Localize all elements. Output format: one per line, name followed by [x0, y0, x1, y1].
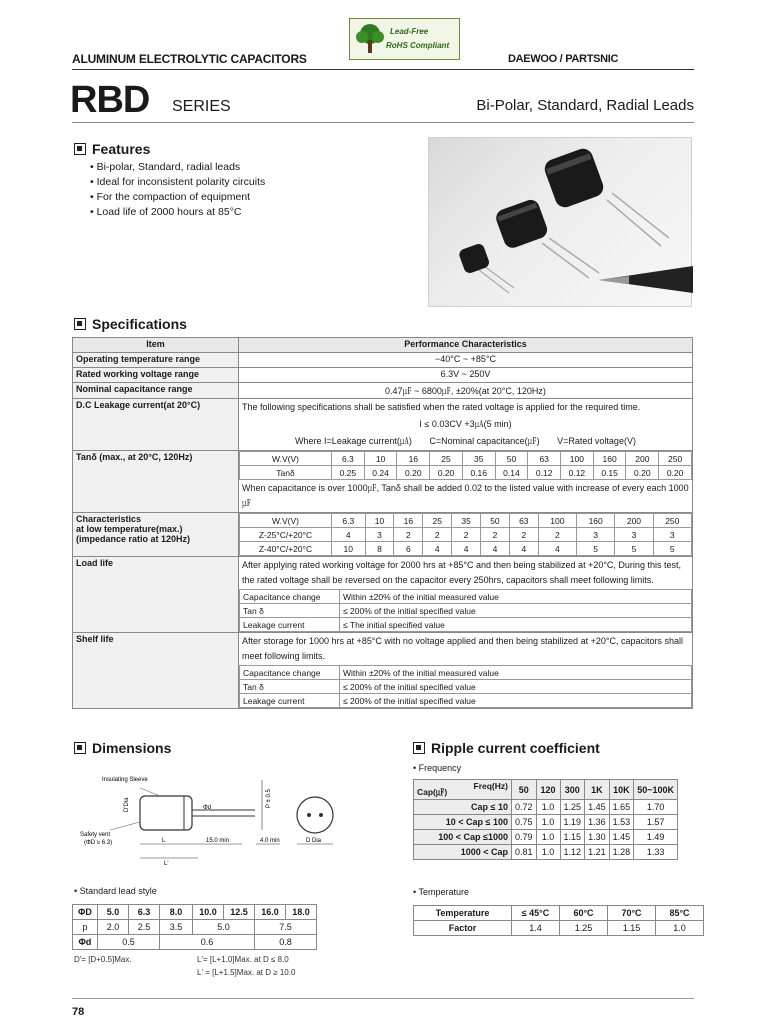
- load-life-limits: [239, 589, 692, 632]
- tan-cell: 0.20: [430, 466, 463, 480]
- limit-key: Tan δ: [240, 604, 340, 618]
- min15-label: 15.0 min: [206, 838, 230, 844]
- spec-item: Characteristics: [76, 514, 142, 524]
- ripple-cell: 1.70: [634, 800, 678, 815]
- z40-cell: 4: [538, 542, 576, 556]
- table-row: [73, 633, 693, 709]
- ripple-cell: 1.65: [609, 800, 634, 815]
- feature-item: • Bi-polar, Standard, radial leads: [90, 160, 265, 175]
- rohs-badge: [349, 18, 460, 60]
- dimensions-title: Dimensions: [92, 740, 172, 756]
- z25-cell: 2: [423, 528, 452, 542]
- wv-cell: 10: [365, 514, 394, 528]
- z40-cell: 4: [481, 542, 510, 556]
- tan-cell: 0.12: [561, 466, 594, 480]
- d-dia-label: D'Dia: [124, 797, 130, 812]
- lead-style-table: [72, 904, 317, 950]
- ripple-cell: 1.15: [560, 830, 585, 845]
- z25-cell: 2: [481, 528, 510, 542]
- limit-value: ≤ 200% of the initial specified value: [340, 680, 692, 694]
- tan-cell: 0.15: [593, 466, 626, 480]
- lead-d-cell: 8.0: [160, 905, 193, 920]
- min4-label: 4.0 min: [260, 838, 280, 844]
- low-temp-table: [239, 513, 692, 556]
- dimensions-heading: [74, 740, 171, 756]
- ripple-cell: 1.0: [536, 800, 560, 815]
- lead-style-label: • Standard lead style: [74, 886, 157, 896]
- spec-item: Shelf life: [73, 633, 239, 709]
- ripple-col-header: 300: [560, 780, 585, 800]
- table-row: [414, 815, 678, 830]
- factor-header: Factor: [414, 921, 512, 936]
- ripple-cell: 1.57: [634, 815, 678, 830]
- corner-header: [414, 780, 512, 800]
- wv-cell: 250: [659, 452, 692, 466]
- z25-cell: 2: [509, 528, 538, 542]
- lead-cell: 2.0: [98, 920, 129, 935]
- wv-cell: 35: [462, 452, 495, 466]
- z40-cell: 10: [332, 542, 366, 556]
- limit-value: Within ±20% of the initial measured value: [340, 590, 692, 604]
- lead-d-cell: 6.3: [129, 905, 160, 920]
- wv-cell: 6.3: [332, 452, 365, 466]
- feature-item: • For the compaction of equipment: [90, 190, 265, 205]
- table-row: [73, 399, 693, 451]
- z25-cell: 2: [538, 528, 576, 542]
- ripple-cell: 1.30: [585, 830, 610, 845]
- frequency-label: • Frequency: [413, 763, 462, 773]
- ripple-cell: 0.72: [512, 800, 537, 815]
- z40-cell: 5: [653, 542, 691, 556]
- wv-cell: 16: [397, 452, 430, 466]
- z25-cell: 2: [394, 528, 423, 542]
- z40-cell: 4: [452, 542, 481, 556]
- tan-label: Tanδ: [240, 466, 332, 480]
- temp-header: Temperature: [414, 906, 512, 921]
- limit-value: Within ±20% of the initial measured value: [340, 666, 692, 680]
- sleeve-label: Insulating Sleeve: [102, 777, 148, 783]
- limit-value: ≤ The initial specified value: [340, 618, 692, 632]
- wv-cell: 200: [615, 514, 653, 528]
- wv-cell: 160: [577, 514, 615, 528]
- ripple-col-header: 50: [512, 780, 537, 800]
- temp-col-header: ≤ 45°C: [512, 906, 560, 921]
- ripple-cell: 1.0: [536, 845, 560, 860]
- temperature-label-text: Temperature: [418, 887, 470, 897]
- z40-cell: 4: [423, 542, 452, 556]
- ripple-cell: 1.53: [609, 815, 634, 830]
- cap-range-cell: 10 < Cap ≤ 100: [414, 815, 512, 830]
- factor-cell: 1.15: [608, 921, 656, 936]
- header-divider: [72, 69, 694, 70]
- ripple-cell: 1.36: [585, 815, 610, 830]
- z40-cell: 6: [394, 542, 423, 556]
- col-perf-header: Performance Characteristics: [239, 338, 693, 353]
- lead-cell: 0.5: [98, 935, 160, 950]
- z25-cell: 3: [365, 528, 394, 542]
- ripple-cell: 0.81: [512, 845, 537, 860]
- ripple-cell: 1.19: [560, 815, 585, 830]
- z25-cell: 3: [615, 528, 653, 542]
- dc-leakage-where: Where I=Leakage current(㎂) C=Nominal capacitance(㎌) V=Rated voltage(V): [295, 436, 636, 446]
- tan-cell: 0.25: [332, 466, 365, 480]
- wv-cell: 63: [528, 452, 561, 466]
- z40-cell: 4: [509, 542, 538, 556]
- wv-cell: 16: [394, 514, 423, 528]
- wv-cell: 6.3: [332, 514, 366, 528]
- ripple-col-header: 120: [536, 780, 560, 800]
- shelf-life-text: After storage for 1000 hrs at +85°C with no voltage applied and then being stabilized at +20°C, capacitors shall meet following limits.: [242, 636, 683, 661]
- z25-label: Z-25°C/+20°C: [240, 528, 332, 542]
- ripple-cell: 0.75: [512, 815, 537, 830]
- ripple-col-header: 10K: [609, 780, 634, 800]
- cap-range-cell: 100 < Cap ≤1000: [414, 830, 512, 845]
- wv-label: W.V(V): [240, 452, 332, 466]
- rohs-line1: Lead-Free: [390, 27, 429, 36]
- wv-cell: 50: [481, 514, 510, 528]
- features-heading: [74, 141, 150, 157]
- series-divider: [72, 122, 694, 123]
- ripple-cell: 1.49: [634, 830, 678, 845]
- tan-cell: 0.20: [659, 466, 692, 480]
- table-row: [73, 368, 693, 383]
- cap-range-cell: Cap ≤ 10: [414, 800, 512, 815]
- wv-cell: 25: [430, 452, 463, 466]
- ripple-cell: 1.21: [585, 845, 610, 860]
- spec-item: (impedance ratio at 120Hz): [76, 534, 191, 544]
- wv-cell: 200: [626, 452, 659, 466]
- temp-col-header: 70°C: [608, 906, 656, 921]
- load-life-text: After applying rated working voltage for 2000 hrs at +85°C and then being stabilized at +20°C, During this test, the rated voltage shall be reversed on the capacitor every 250hrs, capacitors shall meet following limits.: [242, 560, 681, 585]
- ripple-col-header: 50~100K: [634, 780, 678, 800]
- category-title: ALUMINUM ELECTROLYTIC CAPACITORS: [72, 52, 307, 66]
- lprime-label: L': [164, 861, 169, 867]
- vent-size-label: (ΦD ≥ 6.3): [84, 840, 113, 846]
- z25-cell: 2: [452, 528, 481, 542]
- lead-style-title: Standard lead style: [79, 886, 157, 896]
- spec-value: 0.47㎌ ~ 6800㎌, ±20%(at 20°C, 120Hz): [239, 383, 693, 399]
- ripple-title: Ripple current coefficient: [431, 740, 600, 756]
- ripple-cell: 1.28: [609, 845, 634, 860]
- features-title: Features: [92, 141, 151, 157]
- specifications-title: Specifications: [92, 316, 187, 332]
- table-row: [414, 830, 678, 845]
- ripple-cell: 1.33: [634, 845, 678, 860]
- z25-cell: 4: [332, 528, 366, 542]
- lead-cell: 2.5: [129, 920, 160, 935]
- p-header: p: [73, 920, 98, 935]
- col-item-header: Item: [73, 338, 239, 353]
- series-code: RBD: [70, 79, 150, 121]
- temperature-table: [413, 905, 704, 936]
- checkbox-square-icon: [74, 742, 86, 754]
- wv-cell: 10: [364, 452, 397, 466]
- cap-header: Cap(㎌): [417, 787, 448, 797]
- feature-item: • Load life of 2000 hours at 85°C: [90, 205, 265, 220]
- vent-label: Safety vent: [80, 832, 111, 838]
- factor-cell: 1.4: [512, 921, 560, 936]
- freq-header: Freq(Hz): [473, 781, 508, 791]
- table-row: [73, 451, 693, 513]
- ripple-cell: 0.79: [512, 830, 537, 845]
- wv-cell: 35: [452, 514, 481, 528]
- lead-cell: 0.6: [160, 935, 255, 950]
- cap-range-cell: 1000 < Cap: [414, 845, 512, 860]
- tan-note: When capacitance is over 1000㎌, Tanδ shall be added 0.02 to the listed value with increase of every each 1000㎌: [242, 483, 689, 508]
- z40-cell: 8: [365, 542, 394, 556]
- capacitors-photo-icon: [429, 138, 693, 308]
- product-photo: [428, 137, 692, 307]
- ripple-col-header: 1K: [585, 780, 610, 800]
- lead-cell: 7.5: [255, 920, 317, 935]
- ripple-heading: [413, 740, 600, 756]
- tree-icon: [353, 22, 387, 56]
- temp-col-header: 60°C: [560, 906, 608, 921]
- ripple-cell: 1.12: [560, 845, 585, 860]
- factor-cell: 1.25: [560, 921, 608, 936]
- spec-value: 6.3V ~ 250V: [239, 368, 693, 383]
- l-label: L: [162, 838, 166, 844]
- limit-value: ≤ 200% of the initial specified value: [340, 604, 692, 618]
- dc-leakage-formula: I ≤ 0.03CV +3㎂(5 min): [419, 419, 512, 429]
- spec-item: D.C Leakage current(at 20°C): [73, 399, 239, 451]
- z40-label: Z-40°C/+20°C: [240, 542, 332, 556]
- table-row: [414, 800, 678, 815]
- page-number: 78: [72, 1006, 85, 1018]
- lead-d-cell: 5.0: [98, 905, 129, 920]
- tan-cell: 0.14: [495, 466, 528, 480]
- lead-cell: 3.5: [160, 920, 193, 935]
- ripple-cell: 1.25: [560, 800, 585, 815]
- spec-item: Nominal capacitance range: [73, 383, 239, 399]
- temp-col-header: 85°C: [656, 906, 704, 921]
- lead-d-cell: 16.0: [255, 905, 286, 920]
- series-word: SERIES: [172, 98, 231, 115]
- z25-cell: 3: [653, 528, 691, 542]
- lead-note: L'= [L+1.0]Max. at D ≤ 8.0: [197, 955, 289, 964]
- feature-item: • Ideal for inconsistent polarity circuits: [90, 175, 265, 190]
- checkbox-square-icon: [74, 318, 86, 330]
- lead-note: D'= [D+0.5]Max.: [74, 955, 132, 964]
- wv-cell: 100: [561, 452, 594, 466]
- lead-d-cell: 18.0: [286, 905, 317, 920]
- ripple-cell: 1.45: [585, 800, 610, 815]
- footer-divider: [72, 998, 694, 999]
- wv-cell: 50: [495, 452, 528, 466]
- spec-item: Load life: [73, 557, 239, 633]
- specifications-table: [72, 337, 693, 709]
- rohs-line2: RoHS Compliant: [386, 41, 450, 50]
- phid-small-header: Φd: [73, 935, 98, 950]
- ripple-cell: 1.0: [536, 815, 560, 830]
- frequency-label-text: Frequency: [418, 763, 462, 773]
- ddia-label: D Dia: [306, 838, 322, 844]
- checkbox-square-icon: [413, 742, 425, 754]
- tan-cell: 0.12: [528, 466, 561, 480]
- table-row: [414, 845, 678, 860]
- dc-leakage-text: The following specifications shall be satisfied when the rated voltage is applied for the required time.: [242, 402, 641, 412]
- tan-cell: 0.24: [364, 466, 397, 480]
- tan-table: [239, 451, 692, 480]
- series-description: Bi-Polar, Standard, Radial Leads: [476, 97, 694, 114]
- dimensions-drawing: [80, 770, 360, 870]
- ripple-cell: 1.45: [609, 830, 634, 845]
- table-row: [73, 513, 693, 557]
- limit-key: Tan δ: [240, 680, 340, 694]
- table-row: [73, 557, 693, 633]
- wv-cell: 160: [593, 452, 626, 466]
- spec-item: Rated working voltage range: [73, 368, 239, 383]
- table-row: [73, 353, 693, 368]
- temperature-label: • Temperature: [413, 887, 470, 897]
- spec-item: Operating temperature range: [73, 353, 239, 368]
- p-label: P ± 0.5: [266, 789, 272, 808]
- features-list: [90, 160, 265, 220]
- spec-value: −40°C ~ +85°C: [239, 353, 693, 368]
- limit-key: Leakage current: [240, 694, 340, 708]
- wv-cell: 63: [509, 514, 538, 528]
- wv-cell: 25: [423, 514, 452, 528]
- limit-key: Leakage current: [240, 618, 340, 632]
- lead-d-cell: 12.5: [224, 905, 255, 920]
- ripple-table: [413, 779, 678, 860]
- z40-cell: 5: [577, 542, 615, 556]
- wv-cell: 100: [538, 514, 576, 528]
- wv-cell: 250: [653, 514, 691, 528]
- table-row: [73, 383, 693, 399]
- z25-cell: 3: [577, 528, 615, 542]
- tan-cell: 0.20: [626, 466, 659, 480]
- limit-key: Capacitance change: [240, 590, 340, 604]
- z40-cell: 5: [615, 542, 653, 556]
- phid-header: ΦD: [73, 905, 98, 920]
- checkbox-square-icon: [74, 143, 86, 155]
- specifications-heading: [74, 316, 187, 332]
- phid-label: Φd: [203, 805, 212, 811]
- spec-item: at low temperature(max.): [76, 524, 183, 534]
- lead-note: L' = [L+1.5]Max. at D ≥ 10.0: [197, 968, 296, 977]
- shelf-life-limits: [239, 665, 692, 708]
- limit-key: Capacitance change: [240, 666, 340, 680]
- spec-item: Tanδ (max., at 20°C, 120Hz): [73, 451, 239, 513]
- lead-cell: 0.8: [255, 935, 317, 950]
- tan-cell: 0.20: [397, 466, 430, 480]
- ripple-cell: 1.0: [536, 830, 560, 845]
- lead-cell: 5.0: [193, 920, 255, 935]
- brand-logo: DAEWOO / PARTSNIC: [508, 53, 619, 65]
- limit-value: ≤ 200% of the initial specified value: [340, 694, 692, 708]
- tan-cell: 0.16: [462, 466, 495, 480]
- lead-d-cell: 10.0: [193, 905, 224, 920]
- wv-label: W.V(V): [240, 514, 332, 528]
- factor-cell: 1.0: [656, 921, 704, 936]
